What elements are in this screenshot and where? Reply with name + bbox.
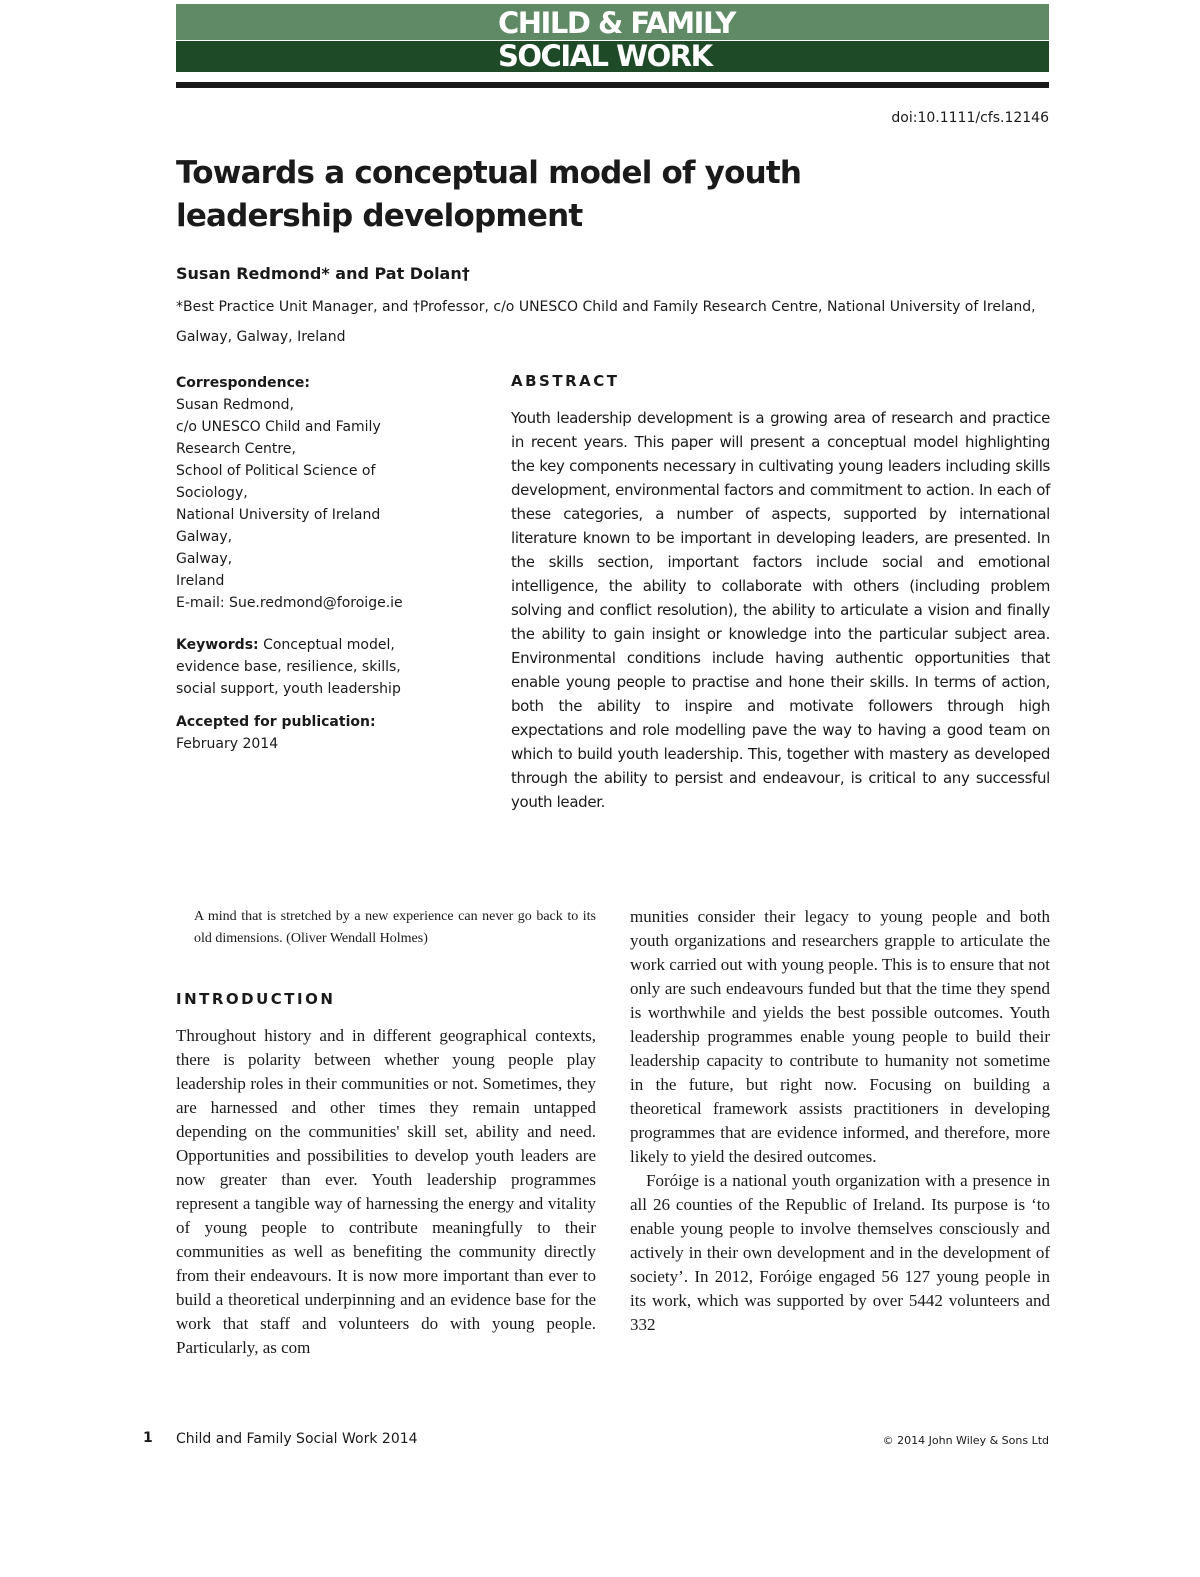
accepted-block xyxy=(176,711,436,755)
epigraph-quote: A mind that is stretched by a new experience can never go back to its old dimensions. (Oliver Wendall Holmes) xyxy=(194,909,596,946)
header-rule xyxy=(176,82,1049,88)
correspondence-line: School of Political Science of xyxy=(176,463,376,479)
journal-name-line-1: CHILD & FAMILY xyxy=(498,6,735,40)
body-paragraph-right-1: munities consider their legacy to young people and both youth organizations and researchers grapple to articulate the work carried out with young people. This is to ensure that not only are such endeavours funded but that the time they spend is worthwhile and yields the best possible outcomes. Youth leadership programmes enable young people to build their leadership capacity to contribute to humanity not sometime in the future, but right now. Focusing on building a theoretical framework assists practitioners in developing programmes that are evidence informed, and therefore, more likely to yield the desired outcomes. xyxy=(630,907,1050,1166)
footer-copyright: © 2014 John Wiley & Sons Ltd xyxy=(882,1434,1049,1447)
doi: doi:10.1111/cfs.12146 xyxy=(891,110,1049,126)
correspondence-address xyxy=(176,394,436,614)
correspondence-line: Galway, xyxy=(176,551,233,567)
correspondence-line: c/o UNESCO Child and Family xyxy=(176,419,381,435)
accepted-date: February 2014 xyxy=(176,736,279,752)
article-title: Towards a conceptual model of youth leadership development xyxy=(176,155,802,234)
body-column-right xyxy=(630,905,1050,1337)
correspondence-line: E-mail: Sue.redmond@foroige.ie xyxy=(176,595,403,611)
correspondence-line: Research Centre, xyxy=(176,441,296,457)
correspondence-line: Sociology, xyxy=(176,485,248,501)
correspondence-label: Correspondence: xyxy=(176,375,311,391)
correspondence-line: Ireland xyxy=(176,573,225,589)
accepted-label: Accepted for publication: xyxy=(176,714,376,730)
correspondence-line: National University of Ireland xyxy=(176,507,381,523)
keywords-label: Keywords: xyxy=(176,637,259,653)
correspondence-line: Galway, xyxy=(176,529,233,545)
journal-banner xyxy=(176,4,1049,72)
abstract-heading: ABSTRACT xyxy=(511,372,620,390)
body-paragraph-right-2: Foróige is a national youth organization with a presence in all 26 counties of the Republic of Ireland. Its purpose is ‘to enable young people to involve themselves consciously and actively in their own development and in the development of society’. In 2012, Foróige engaged 56 127 young people in its work, which was supported by over 5442 volunteers and 332 xyxy=(630,1171,1050,1334)
correspondence-block xyxy=(176,372,436,614)
author-affiliation: *Best Practice Unit Manager, and †Professor, c/o UNESCO Child and Family Research Centre, National University of Ireland, Galway, Galway, Ireland xyxy=(176,299,1036,345)
author-list: Susan Redmond* and Pat Dolan† xyxy=(176,264,470,283)
footer-journal-issue: Child and Family Social Work 2014 xyxy=(176,1431,418,1447)
keywords-text: Conceptual model, evidence base, resilience, skills, social support, youth leadership xyxy=(176,637,401,697)
introduction-heading: INTRODUCTION xyxy=(176,990,336,1008)
journal-name-line-2: SOCIAL WORK xyxy=(498,39,712,73)
body-paragraph-left: Throughout history and in different geographical contexts, there is polarity between whether young people play leadership roles in their communities or not. Sometimes, they are harnessed and other times they remain untapped depending on the communities' skill set, ability and need. Opportunities and possibilities to develop youth leaders are now greater than ever. Youth leadership programmes represent a tangible way of harnessing the energy and vitality of young people to contribute meaningfully to their communities as well as benefiting the community directly from their endeavours. It is now more important than ever to build a theoretical underpinning and an evidence base for the work that staff and volunteers do with young people. Particularly, as com xyxy=(176,1026,596,1357)
keywords-block xyxy=(176,634,436,700)
page-number: 1 xyxy=(143,1430,153,1446)
abstract-text: Youth leadership development is a growing area of research and practice in recent years. This paper will present a conceptual model highlighting the key components necessary in cultivating young leaders including skills development, environmental factors and commitment to action. In each of these categories, a number of aspects, supported by international literature known to be important in developing leaders, are presented. In the skills section, important factors include social and emotional intelligence, the ability to collaborate with others (including problem solving and conflict resolution), the ability to articulate a vision and finally the ability to gain insight or knowledge into the particular subject area. Environmental conditions include having authentic opportunities that enable young people to practise and hone their skills. In terms of action, both the ability to inspire and motivate followers through high expectations and role modelling pave the way to having a good team on which to build youth leadership. This, together with mastery as developed through the ability to persist and endeavour, is critical to any successful youth leader. xyxy=(511,409,1050,811)
correspondence-line: Susan Redmond, xyxy=(176,397,294,413)
journal-logo xyxy=(498,7,735,73)
